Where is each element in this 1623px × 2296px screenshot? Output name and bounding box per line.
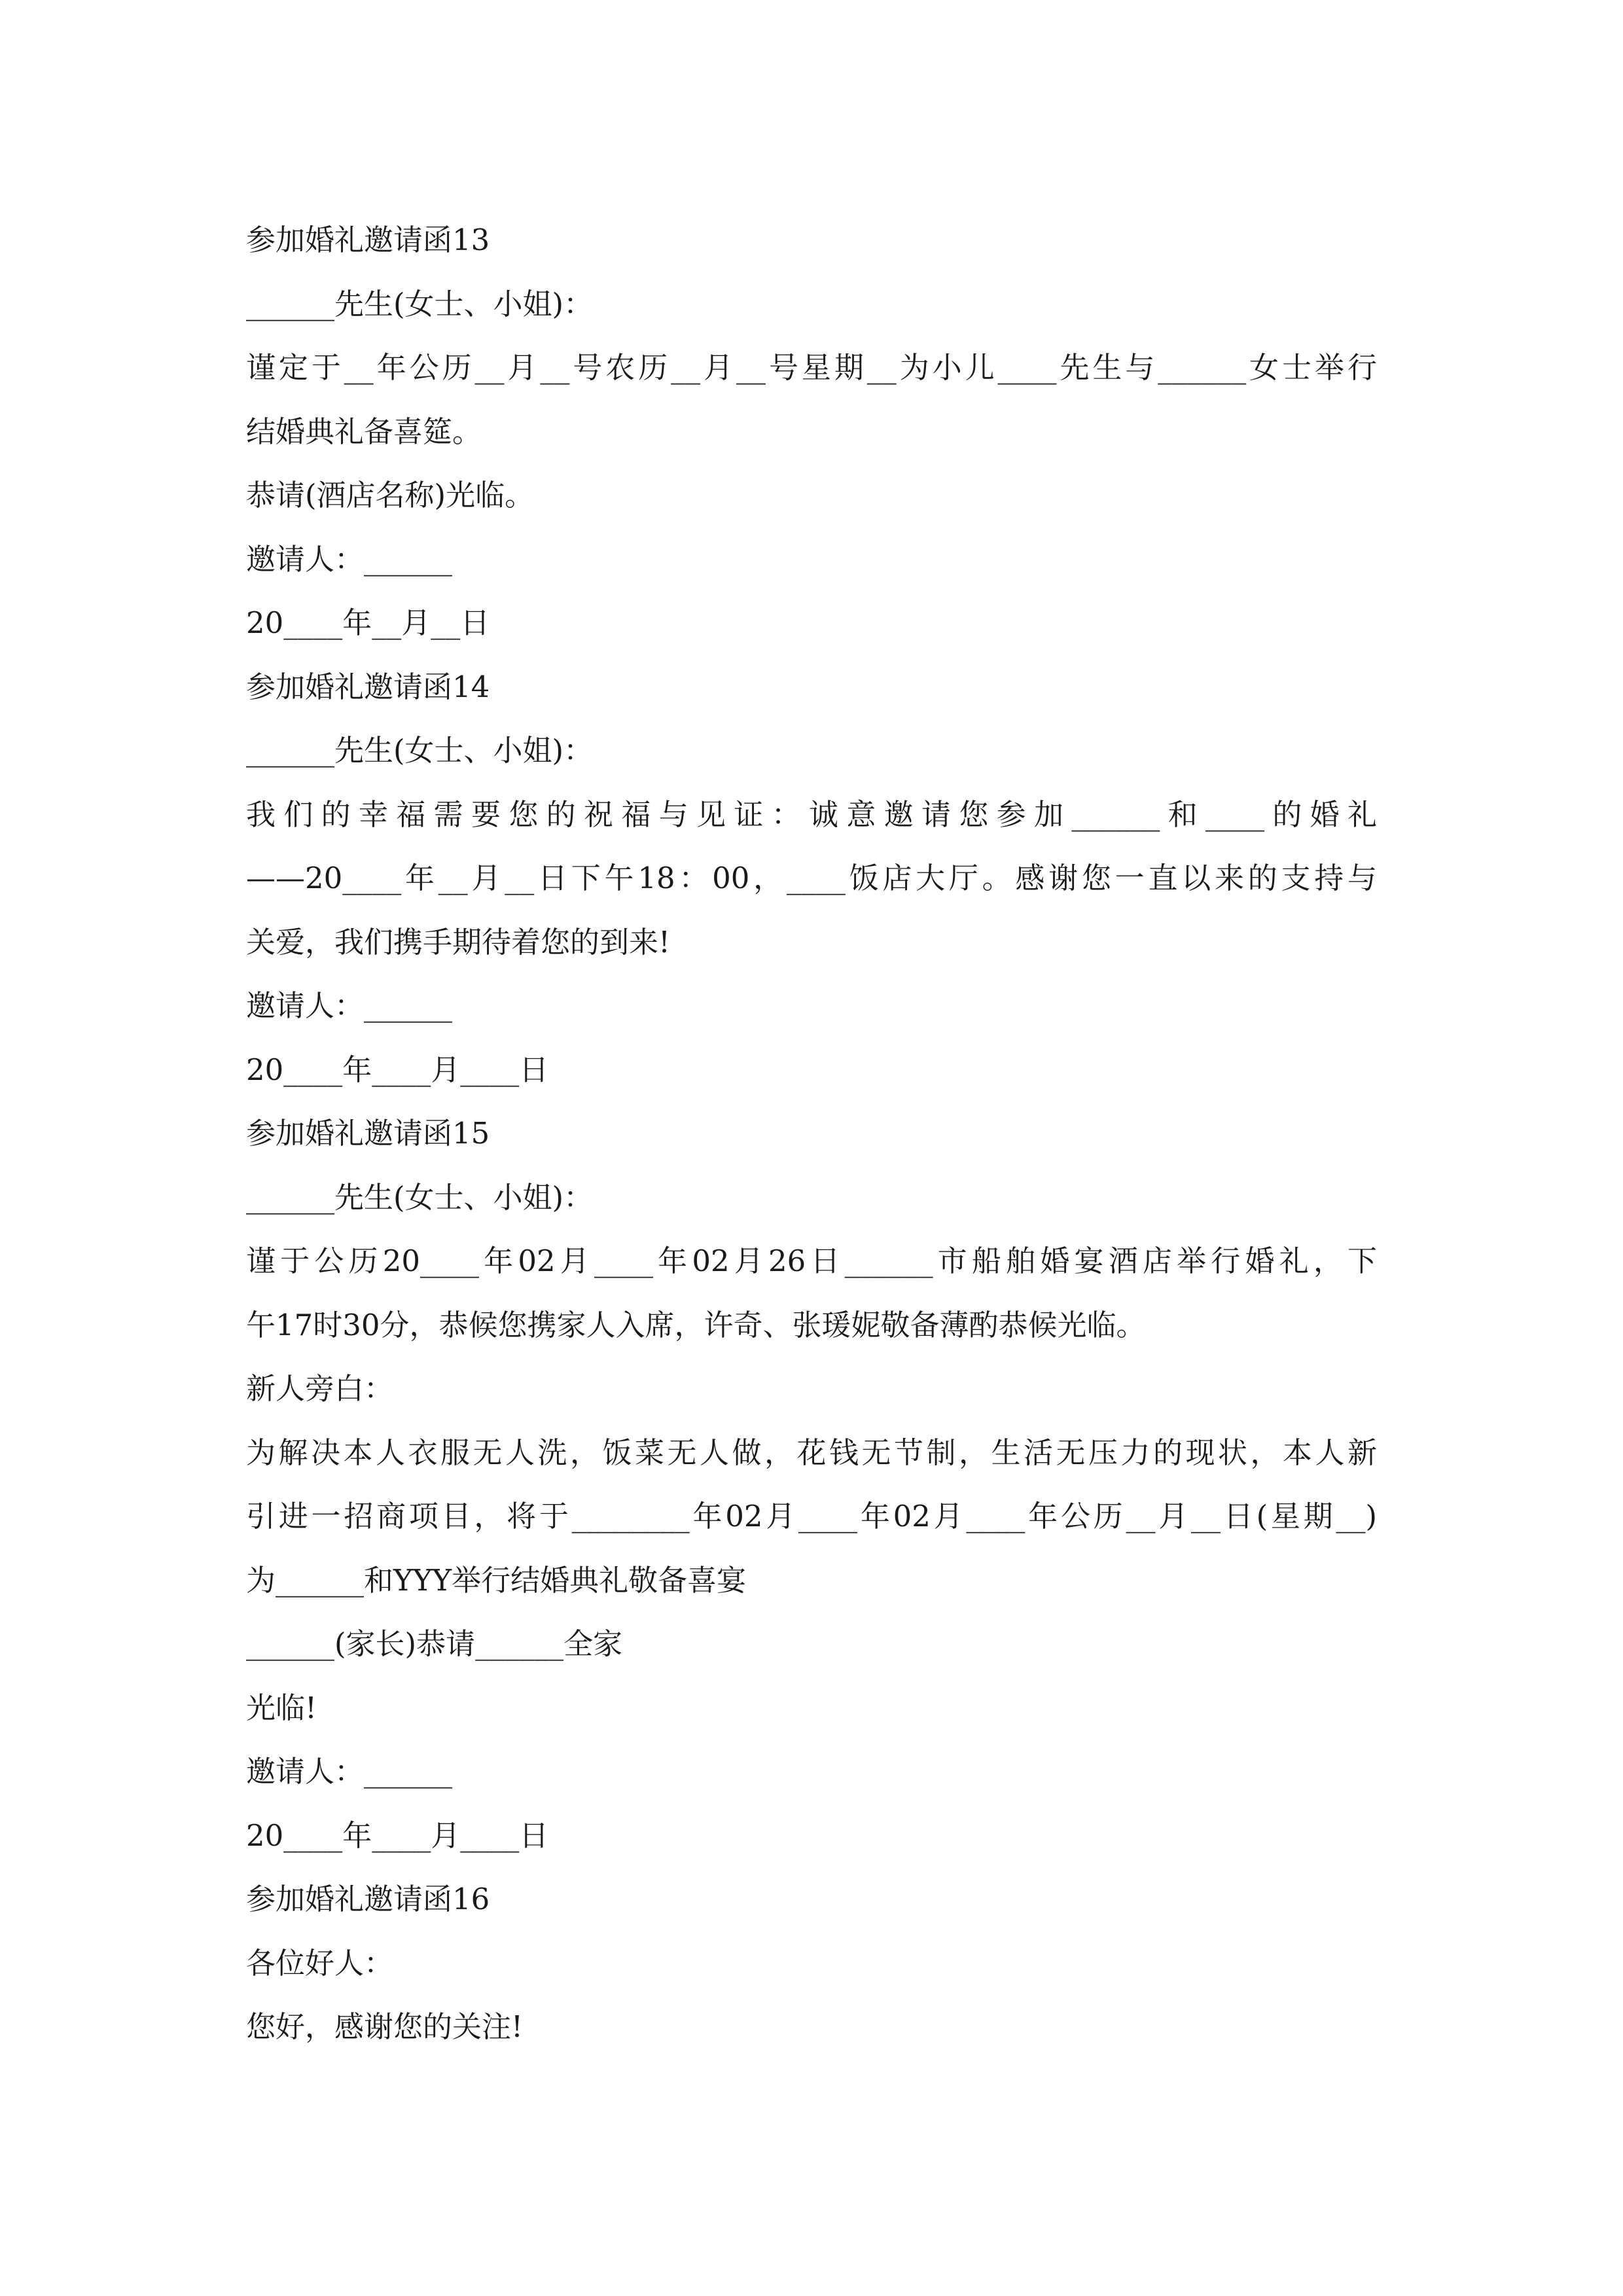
paragraph-line: 我们的幸福需要您的祝福与见证：诚意邀请您参加______和____的婚礼	[246, 797, 1377, 832]
paragraph-line: ——20____年__月__日下午18：00，____饭店大厅。感谢您一直以来的支持与	[246, 861, 1377, 895]
paragraph-line: 结婚典礼备喜筵。	[246, 414, 482, 449]
paragraph-line: 谨定于__年公历__月__号农历__月__号星期__为小儿____先生与______女士举行	[246, 350, 1377, 385]
salutation-line: ______先生(女士、小姐)：	[246, 1179, 594, 1215]
section-title-14: 参加婚礼邀请函14	[246, 669, 490, 704]
paragraph-line: 光临!	[246, 1690, 317, 1725]
section-title-15: 参加婚礼邀请函15	[246, 1116, 490, 1151]
inviter-line: 邀请人：______	[246, 988, 453, 1023]
date-line: 20____年____月____日	[246, 1052, 549, 1087]
date-line: 20____年__月__日	[246, 605, 490, 640]
document-body	[246, 208, 1377, 2059]
salutation-line: ______先生(女士、小姐)：	[246, 733, 594, 768]
inviter-line: 邀请人：______	[246, 541, 453, 577]
paragraph-line: 谨于公历20____年02月____年02月26日______市船舶婚宴酒店举行婚礼，下	[246, 1244, 1377, 1278]
inviter-line: 邀请人：______	[246, 1754, 453, 1789]
paragraph-line: ______(家长)恭请______全家	[246, 1626, 623, 1661]
paragraph-line: 新人旁白：	[246, 1371, 394, 1406]
date-line: 20____年____月____日	[246, 1818, 549, 1853]
paragraph-line: 为______和YYY举行结婚典礼敬备喜宴	[246, 1562, 747, 1598]
paragraph-line: 午17时30分，恭候您携家人入席，许奇、张瑗妮敬备薄酌恭候光临。	[246, 1307, 1146, 1342]
paragraph-line: 为解决本人衣服无人洗，饭菜无人做，花钱无节制，生活无压力的现状，本人新	[246, 1435, 1377, 1470]
section-title-13: 参加婚礼邀请函13	[246, 223, 490, 257]
paragraph-line: 引进一招商项目，将于________年02月____年02月____年公历__月__日(星期__)	[246, 1499, 1377, 1534]
salutation-line: ______先生(女士、小姐)：	[246, 286, 594, 321]
paragraph-line: 您好，感谢您的关注!	[246, 2009, 524, 2044]
salutation-line: 各位好人：	[246, 1945, 394, 1981]
section-title-16: 参加婚礼邀请函16	[246, 1882, 490, 1916]
paragraph-line: 关爱，我们携手期待着您的到来!	[246, 924, 671, 960]
paragraph-line: 恭请(酒店名称)光临。	[246, 478, 535, 512]
